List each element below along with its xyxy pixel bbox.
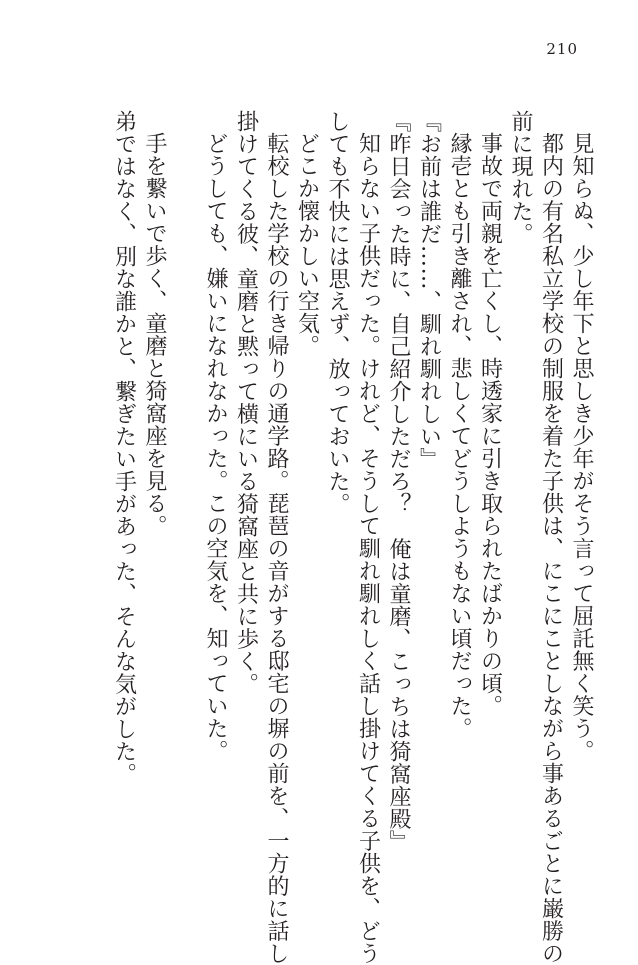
novel-text	[108, 110, 596, 965]
text-line: 縁壱とも引き離され、悲しくてどうしようもない頃だった。	[447, 132, 472, 740]
blank-line	[169, 110, 200, 880]
page-number: 210	[546, 40, 578, 58]
text-line: 『お前は誰だ……、馴れ馴れしい』	[416, 110, 442, 470]
text-line: 掛けてくる彼、童磨と黙って横にいる猗窩座と共に歩く。	[233, 110, 259, 695]
text-line: 転校した学校の行き帰りの通学路。琵琶の音がする邸宅の塀の前を、一方的に話し	[264, 132, 289, 965]
text-line: どこか懐かしい空気。	[294, 132, 320, 357]
text-line: 見知らぬ、少し年下と思しき少年がそう言って屈託無く笑う。	[569, 132, 594, 762]
text-line: 手を繋いで歩く、童磨と猗窩座を見る。	[142, 132, 167, 537]
text-line: 前に現れた。	[508, 110, 533, 245]
text-line: 都内の有名私立学校の制服を着た子供は、にこにことしながら事あるごとに巌勝の	[538, 132, 564, 965]
text-line: しても不快には思えず、放っておいた。	[325, 110, 350, 515]
text-line: 弟ではなく、別な誰かと、繋ぎたい手があった、そんな気がした。	[111, 110, 137, 785]
text-line: 事故で両親を亡くし、時透家に引き取られたばかりの頃。	[477, 132, 503, 717]
text-line: 『昨日会った時に、自己紹介しただろ？ 俺は童磨、こっちは猗窩座殿』	[386, 110, 411, 853]
text-line: どうしても、嫌いになれなかった。この空気を、知っていた。	[203, 132, 228, 762]
text-line: 知らない子供だった。けれど、そうして馴れ馴れしく話し掛けてくる子供を、どう	[355, 132, 381, 965]
